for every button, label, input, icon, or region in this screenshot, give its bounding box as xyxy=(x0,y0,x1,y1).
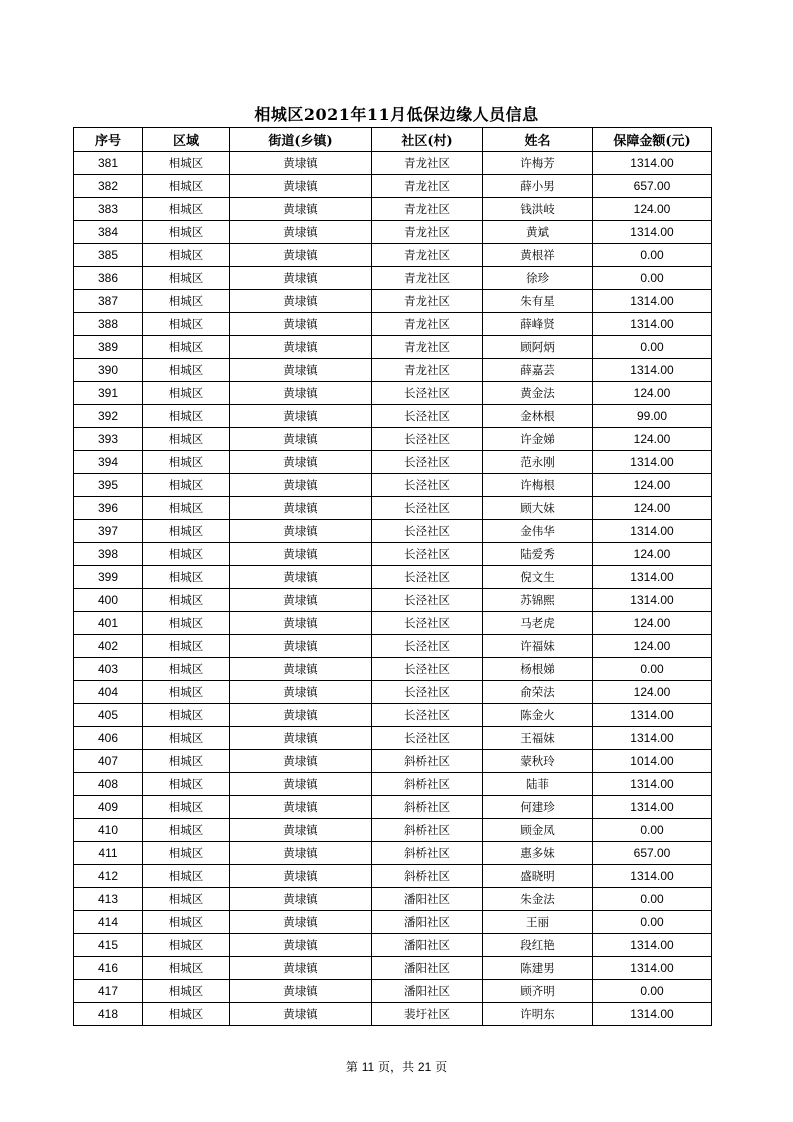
table-row xyxy=(74,152,712,175)
cell-street: 黄埭镇 xyxy=(230,612,372,635)
cell-amount: 1314.00 xyxy=(593,451,712,474)
cell-name: 顾阿炳 xyxy=(483,336,593,359)
table-row xyxy=(74,198,712,221)
cell-district: 相城区 xyxy=(143,865,230,888)
page-title: 相城区2021年11月低保边缘人员信息 xyxy=(254,105,539,124)
footer-suffix: 页 xyxy=(435,1060,448,1074)
cell-district: 相城区 xyxy=(143,796,230,819)
cell-street: 黄埭镇 xyxy=(230,589,372,612)
cell-community: 青龙社区 xyxy=(372,152,483,175)
cell-community: 斜桥社区 xyxy=(372,819,483,842)
cell-index: 390 xyxy=(74,359,143,382)
cell-street: 黄埭镇 xyxy=(230,290,372,313)
cell-community: 长泾社区 xyxy=(372,428,483,451)
footer-prefix: 第 xyxy=(345,1060,358,1074)
cell-community: 长泾社区 xyxy=(372,727,483,750)
cell-street: 黄埭镇 xyxy=(230,957,372,980)
header-name: 姓名 xyxy=(483,128,593,152)
cell-name: 顾大妹 xyxy=(483,497,593,520)
cell-district: 相城区 xyxy=(143,704,230,727)
cell-amount: 124.00 xyxy=(593,635,712,658)
cell-district: 相城区 xyxy=(143,267,230,290)
table-row xyxy=(74,934,712,957)
cell-amount: 124.00 xyxy=(593,474,712,497)
cell-street: 黄埭镇 xyxy=(230,152,372,175)
cell-community: 长泾社区 xyxy=(372,704,483,727)
cell-amount: 1314.00 xyxy=(593,566,712,589)
cell-name: 许明东 xyxy=(483,1003,593,1026)
cell-district: 相城区 xyxy=(143,520,230,543)
cell-district: 相城区 xyxy=(143,1003,230,1026)
cell-street: 黄埭镇 xyxy=(230,635,372,658)
cell-amount: 124.00 xyxy=(593,382,712,405)
table-row xyxy=(74,681,712,704)
cell-index: 411 xyxy=(74,842,143,865)
footer-middle: 页，共 xyxy=(378,1060,415,1074)
cell-district: 相城区 xyxy=(143,658,230,681)
table-row xyxy=(74,865,712,888)
cell-community: 斜桥社区 xyxy=(372,773,483,796)
table-row xyxy=(74,336,712,359)
cell-name: 盛晓明 xyxy=(483,865,593,888)
cell-index: 393 xyxy=(74,428,143,451)
table-row xyxy=(74,589,712,612)
cell-index: 407 xyxy=(74,750,143,773)
cell-street: 黄埭镇 xyxy=(230,520,372,543)
cell-street: 黄埭镇 xyxy=(230,474,372,497)
cell-index: 401 xyxy=(74,612,143,635)
cell-district: 相城区 xyxy=(143,382,230,405)
cell-community: 潘阳社区 xyxy=(372,911,483,934)
cell-street: 黄埭镇 xyxy=(230,1003,372,1026)
cell-community: 斜桥社区 xyxy=(372,842,483,865)
cell-street: 黄埭镇 xyxy=(230,888,372,911)
cell-street: 黄埭镇 xyxy=(230,451,372,474)
cell-name: 倪文生 xyxy=(483,566,593,589)
table-row xyxy=(74,474,712,497)
cell-street: 黄埭镇 xyxy=(230,198,372,221)
cell-index: 410 xyxy=(74,819,143,842)
table-row xyxy=(74,612,712,635)
table-row xyxy=(74,911,712,934)
cell-name: 俞荣法 xyxy=(483,681,593,704)
cell-index: 385 xyxy=(74,244,143,267)
cell-index: 382 xyxy=(74,175,143,198)
table-row xyxy=(74,267,712,290)
table-row xyxy=(74,566,712,589)
table-row xyxy=(74,1003,712,1026)
table-row xyxy=(74,428,712,451)
cell-community: 青龙社区 xyxy=(372,336,483,359)
table-row xyxy=(74,497,712,520)
cell-community: 裴圩社区 xyxy=(372,1003,483,1026)
cell-name: 马老虎 xyxy=(483,612,593,635)
cell-district: 相城区 xyxy=(143,888,230,911)
cell-community: 长泾社区 xyxy=(372,681,483,704)
cell-index: 381 xyxy=(74,152,143,175)
cell-name: 朱金法 xyxy=(483,888,593,911)
cell-district: 相城区 xyxy=(143,428,230,451)
cell-street: 黄埭镇 xyxy=(230,359,372,382)
cell-amount: 1314.00 xyxy=(593,957,712,980)
data-table xyxy=(73,127,712,1026)
cell-index: 406 xyxy=(74,727,143,750)
cell-district: 相城区 xyxy=(143,957,230,980)
table-body xyxy=(74,152,712,1026)
cell-street: 黄埭镇 xyxy=(230,221,372,244)
header-district: 区域 xyxy=(143,128,230,152)
cell-index: 397 xyxy=(74,520,143,543)
cell-community: 青龙社区 xyxy=(372,221,483,244)
cell-index: 391 xyxy=(74,382,143,405)
table-row xyxy=(74,727,712,750)
cell-index: 394 xyxy=(74,451,143,474)
cell-name: 苏锦熙 xyxy=(483,589,593,612)
cell-amount: 0.00 xyxy=(593,911,712,934)
cell-community: 长泾社区 xyxy=(372,497,483,520)
cell-amount: 657.00 xyxy=(593,842,712,865)
cell-street: 黄埭镇 xyxy=(230,704,372,727)
table-row xyxy=(74,313,712,336)
cell-community: 潘阳社区 xyxy=(372,957,483,980)
cell-name: 徐珍 xyxy=(483,267,593,290)
cell-district: 相城区 xyxy=(143,750,230,773)
cell-community: 长泾社区 xyxy=(372,658,483,681)
cell-name: 段红艳 xyxy=(483,934,593,957)
cell-street: 黄埭镇 xyxy=(230,773,372,796)
cell-street: 黄埭镇 xyxy=(230,750,372,773)
table-row xyxy=(74,543,712,566)
cell-index: 389 xyxy=(74,336,143,359)
cell-community: 青龙社区 xyxy=(372,175,483,198)
cell-amount: 1314.00 xyxy=(593,865,712,888)
cell-community: 长泾社区 xyxy=(372,405,483,428)
cell-community: 斜桥社区 xyxy=(372,796,483,819)
cell-street: 黄埭镇 xyxy=(230,267,372,290)
cell-district: 相城区 xyxy=(143,911,230,934)
cell-name: 何建珍 xyxy=(483,796,593,819)
cell-district: 相城区 xyxy=(143,842,230,865)
cell-amount: 1314.00 xyxy=(593,704,712,727)
cell-community: 潘阳社区 xyxy=(372,980,483,1003)
cell-district: 相城区 xyxy=(143,612,230,635)
cell-index: 409 xyxy=(74,796,143,819)
cell-name: 黄斌 xyxy=(483,221,593,244)
cell-index: 403 xyxy=(74,658,143,681)
cell-name: 薛峰贤 xyxy=(483,313,593,336)
table-row xyxy=(74,980,712,1003)
cell-amount: 1014.00 xyxy=(593,750,712,773)
cell-amount: 1314.00 xyxy=(593,313,712,336)
cell-street: 黄埭镇 xyxy=(230,842,372,865)
table-row xyxy=(74,405,712,428)
cell-name: 金伟华 xyxy=(483,520,593,543)
cell-street: 黄埭镇 xyxy=(230,934,372,957)
cell-index: 384 xyxy=(74,221,143,244)
cell-name: 许梅芳 xyxy=(483,152,593,175)
cell-street: 黄埭镇 xyxy=(230,405,372,428)
cell-index: 400 xyxy=(74,589,143,612)
cell-name: 王福妹 xyxy=(483,727,593,750)
cell-amount: 0.00 xyxy=(593,336,712,359)
cell-name: 惠多妹 xyxy=(483,842,593,865)
cell-amount: 0.00 xyxy=(593,819,712,842)
cell-amount: 124.00 xyxy=(593,198,712,221)
cell-index: 408 xyxy=(74,773,143,796)
cell-district: 相城区 xyxy=(143,589,230,612)
cell-community: 长泾社区 xyxy=(372,612,483,635)
cell-community: 斜桥社区 xyxy=(372,750,483,773)
cell-street: 黄埭镇 xyxy=(230,865,372,888)
cell-index: 415 xyxy=(74,934,143,957)
cell-community: 斜桥社区 xyxy=(372,865,483,888)
cell-name: 薛嘉芸 xyxy=(483,359,593,382)
cell-district: 相城区 xyxy=(143,934,230,957)
cell-name: 陈金火 xyxy=(483,704,593,727)
table-row xyxy=(74,658,712,681)
cell-index: 392 xyxy=(74,405,143,428)
table-row xyxy=(74,244,712,267)
cell-district: 相城区 xyxy=(143,543,230,566)
cell-index: 399 xyxy=(74,566,143,589)
cell-name: 薛小男 xyxy=(483,175,593,198)
cell-amount: 0.00 xyxy=(593,888,712,911)
header-street: 街道(乡镇) xyxy=(230,128,372,152)
cell-name: 顾齐明 xyxy=(483,980,593,1003)
cell-district: 相城区 xyxy=(143,497,230,520)
cell-amount: 0.00 xyxy=(593,267,712,290)
cell-community: 长泾社区 xyxy=(372,543,483,566)
cell-amount: 1314.00 xyxy=(593,727,712,750)
cell-street: 黄埭镇 xyxy=(230,497,372,520)
cell-amount: 1314.00 xyxy=(593,589,712,612)
cell-amount: 0.00 xyxy=(593,658,712,681)
cell-community: 青龙社区 xyxy=(372,267,483,290)
cell-district: 相城区 xyxy=(143,405,230,428)
footer-total-pages: 21 xyxy=(417,1060,432,1074)
cell-amount: 1314.00 xyxy=(593,221,712,244)
cell-district: 相城区 xyxy=(143,359,230,382)
cell-amount: 124.00 xyxy=(593,497,712,520)
cell-community: 青龙社区 xyxy=(372,290,483,313)
cell-name: 杨根娣 xyxy=(483,658,593,681)
cell-name: 黄根祥 xyxy=(483,244,593,267)
cell-community: 潘阳社区 xyxy=(372,888,483,911)
table-row xyxy=(74,290,712,313)
cell-community: 长泾社区 xyxy=(372,566,483,589)
cell-district: 相城区 xyxy=(143,336,230,359)
cell-community: 长泾社区 xyxy=(372,451,483,474)
cell-community: 长泾社区 xyxy=(372,382,483,405)
table-row xyxy=(74,221,712,244)
cell-district: 相城区 xyxy=(143,152,230,175)
cell-community: 长泾社区 xyxy=(372,520,483,543)
cell-index: 402 xyxy=(74,635,143,658)
cell-name: 陈建男 xyxy=(483,957,593,980)
header-index: 序号 xyxy=(74,128,143,152)
cell-street: 黄埭镇 xyxy=(230,336,372,359)
table-row xyxy=(74,704,712,727)
cell-community: 潘阳社区 xyxy=(372,934,483,957)
cell-index: 383 xyxy=(74,198,143,221)
cell-community: 青龙社区 xyxy=(372,359,483,382)
cell-name: 许金娣 xyxy=(483,428,593,451)
cell-street: 黄埭镇 xyxy=(230,175,372,198)
cell-community: 长泾社区 xyxy=(372,589,483,612)
cell-district: 相城区 xyxy=(143,175,230,198)
cell-community: 长泾社区 xyxy=(372,635,483,658)
cell-street: 黄埭镇 xyxy=(230,658,372,681)
cell-district: 相城区 xyxy=(143,566,230,589)
cell-amount: 124.00 xyxy=(593,428,712,451)
table-row xyxy=(74,796,712,819)
cell-street: 黄埭镇 xyxy=(230,566,372,589)
cell-street: 黄埭镇 xyxy=(230,911,372,934)
cell-amount: 1314.00 xyxy=(593,152,712,175)
cell-district: 相城区 xyxy=(143,727,230,750)
table-row xyxy=(74,451,712,474)
cell-street: 黄埭镇 xyxy=(230,796,372,819)
cell-amount: 124.00 xyxy=(593,681,712,704)
cell-district: 相城区 xyxy=(143,980,230,1003)
cell-index: 396 xyxy=(74,497,143,520)
table-row xyxy=(74,359,712,382)
cell-index: 417 xyxy=(74,980,143,1003)
header-community: 社区(村) xyxy=(372,128,483,152)
cell-name: 范永刚 xyxy=(483,451,593,474)
cell-name: 蒙秋玲 xyxy=(483,750,593,773)
table-row xyxy=(74,175,712,198)
cell-district: 相城区 xyxy=(143,244,230,267)
cell-index: 413 xyxy=(74,888,143,911)
cell-street: 黄埭镇 xyxy=(230,382,372,405)
cell-amount: 657.00 xyxy=(593,175,712,198)
cell-index: 404 xyxy=(74,681,143,704)
cell-community: 青龙社区 xyxy=(372,313,483,336)
cell-district: 相城区 xyxy=(143,474,230,497)
table-header-row xyxy=(74,128,712,152)
cell-index: 416 xyxy=(74,957,143,980)
cell-community: 青龙社区 xyxy=(372,198,483,221)
cell-name: 许福妹 xyxy=(483,635,593,658)
cell-index: 412 xyxy=(74,865,143,888)
cell-index: 405 xyxy=(74,704,143,727)
cell-amount: 1314.00 xyxy=(593,1003,712,1026)
cell-street: 黄埭镇 xyxy=(230,727,372,750)
cell-community: 长泾社区 xyxy=(372,474,483,497)
cell-amount: 1314.00 xyxy=(593,773,712,796)
cell-name: 许梅根 xyxy=(483,474,593,497)
cell-amount: 0.00 xyxy=(593,244,712,267)
cell-district: 相城区 xyxy=(143,635,230,658)
cell-amount: 1314.00 xyxy=(593,520,712,543)
cell-name: 黄金法 xyxy=(483,382,593,405)
cell-index: 414 xyxy=(74,911,143,934)
cell-district: 相城区 xyxy=(143,313,230,336)
cell-street: 黄埭镇 xyxy=(230,313,372,336)
page-footer xyxy=(0,1058,793,1075)
table-row xyxy=(74,957,712,980)
cell-index: 386 xyxy=(74,267,143,290)
cell-street: 黄埭镇 xyxy=(230,819,372,842)
table-row xyxy=(74,635,712,658)
cell-name: 陆爱秀 xyxy=(483,543,593,566)
cell-amount: 124.00 xyxy=(593,612,712,635)
cell-street: 黄埭镇 xyxy=(230,244,372,267)
cell-district: 相城区 xyxy=(143,773,230,796)
cell-district: 相城区 xyxy=(143,198,230,221)
cell-index: 395 xyxy=(74,474,143,497)
cell-index: 398 xyxy=(74,543,143,566)
cell-amount: 124.00 xyxy=(593,543,712,566)
cell-district: 相城区 xyxy=(143,290,230,313)
cell-amount: 1314.00 xyxy=(593,934,712,957)
cell-street: 黄埭镇 xyxy=(230,428,372,451)
cell-name: 金林根 xyxy=(483,405,593,428)
cell-name: 顾金凤 xyxy=(483,819,593,842)
table-row xyxy=(74,382,712,405)
cell-district: 相城区 xyxy=(143,681,230,704)
header-amount: 保障金额(元) xyxy=(593,128,712,152)
table-row xyxy=(74,773,712,796)
cell-street: 黄埭镇 xyxy=(230,980,372,1003)
cell-name: 朱有星 xyxy=(483,290,593,313)
cell-amount: 1314.00 xyxy=(593,359,712,382)
cell-amount: 99.00 xyxy=(593,405,712,428)
footer-page-number: 11 xyxy=(361,1060,375,1074)
cell-index: 418 xyxy=(74,1003,143,1026)
cell-district: 相城区 xyxy=(143,819,230,842)
table-row xyxy=(74,819,712,842)
cell-district: 相城区 xyxy=(143,221,230,244)
cell-index: 387 xyxy=(74,290,143,313)
cell-name: 钱洪岐 xyxy=(483,198,593,221)
cell-name: 王丽 xyxy=(483,911,593,934)
cell-amount: 0.00 xyxy=(593,980,712,1003)
cell-name: 陆菲 xyxy=(483,773,593,796)
cell-district: 相城区 xyxy=(143,451,230,474)
cell-amount: 1314.00 xyxy=(593,796,712,819)
cell-index: 388 xyxy=(74,313,143,336)
cell-street: 黄埭镇 xyxy=(230,543,372,566)
table-row xyxy=(74,750,712,773)
cell-amount: 1314.00 xyxy=(593,290,712,313)
table-row xyxy=(74,520,712,543)
cell-street: 黄埭镇 xyxy=(230,681,372,704)
table-row xyxy=(74,842,712,865)
cell-community: 青龙社区 xyxy=(372,244,483,267)
table-row xyxy=(74,888,712,911)
